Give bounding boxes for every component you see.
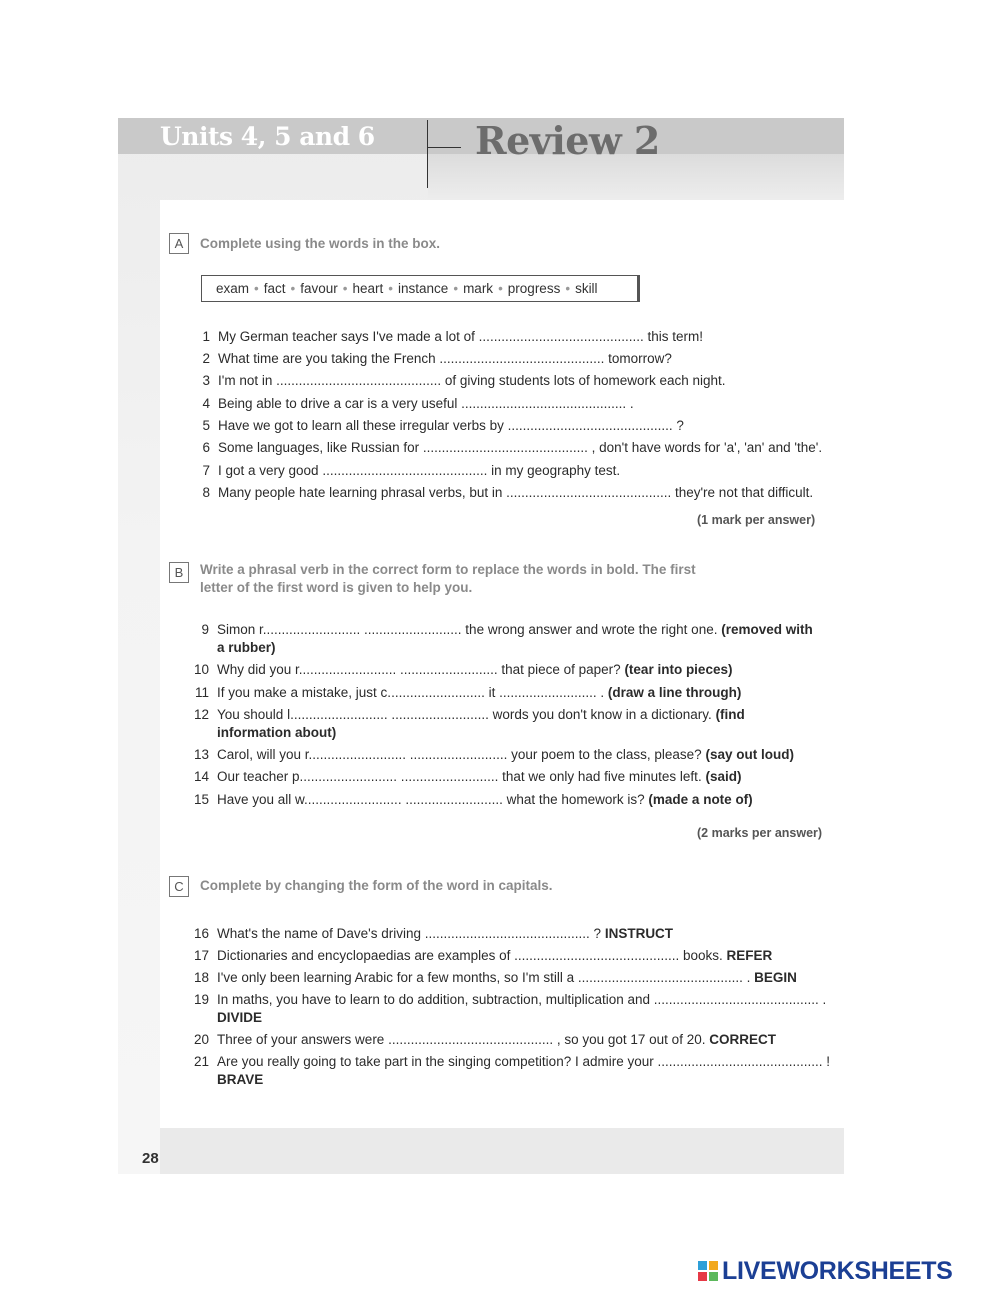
question-20 xyxy=(186,1031,776,1049)
question-number: 10 xyxy=(193,662,209,677)
word-box-item: fact xyxy=(263,281,286,296)
question-number: 19 xyxy=(193,992,209,1007)
question-5 xyxy=(192,417,684,435)
question-number: 8 xyxy=(202,485,210,500)
question-number: 1 xyxy=(202,329,210,344)
question-text: Carol, will you r.......................... .......................... your poem to the class, please? xyxy=(217,747,702,762)
section-a-label: A xyxy=(169,233,189,254)
question-number: 13 xyxy=(193,747,209,762)
question-text: Why did you r.......................... .......................... that piece of paper? xyxy=(217,662,621,677)
question-cue: BRAVE xyxy=(217,1072,264,1087)
word-box-item: favour xyxy=(300,281,338,296)
question-18 xyxy=(186,969,797,987)
question-text: I got a very good ............................................ in my geography test. xyxy=(218,463,621,478)
question-cue: (tear into pieces) xyxy=(624,662,733,677)
word-box-item: progress xyxy=(507,281,561,296)
section-b-instruction-line2: letter of the first word is given to help you. xyxy=(200,580,473,595)
question-15 xyxy=(186,791,753,809)
question-number: 6 xyxy=(202,440,210,455)
question-number: 12 xyxy=(193,707,209,722)
question-number: 11 xyxy=(194,685,209,700)
word-box xyxy=(201,275,640,302)
question-text: Simon r.......................... .......................... the wrong answer and wrote the right one. xyxy=(217,622,718,637)
section-a-marks: (1 mark per answer) xyxy=(697,513,816,527)
question-16 xyxy=(186,925,673,943)
logo-text: LIVEWORKSHEETS xyxy=(722,1256,953,1285)
liveworksheets-logo xyxy=(698,1258,953,1284)
question-10 xyxy=(186,661,732,679)
question-text: Dictionaries and encyclopaedias are examples of ............................................ books. xyxy=(217,948,723,963)
word-separator: • xyxy=(254,281,259,296)
question-number: 14 xyxy=(193,769,209,784)
question-text: What time are you taking the French ............................................ tomorrow? xyxy=(218,351,672,366)
section-a-instruction: Complete using the words in the box. xyxy=(200,236,441,251)
section-c-instruction: Complete by changing the form of the word in capitals. xyxy=(200,878,553,893)
question-number: 7 xyxy=(202,463,210,478)
question-text: I'm not in ............................................ of giving students lots of homework each night. xyxy=(218,373,726,388)
word-separator: • xyxy=(565,281,571,296)
question-text: You should l.......................... .......................... words you don't know in a dictionary. xyxy=(217,707,712,722)
question-cue: (made a note of) xyxy=(648,792,753,807)
question-1 xyxy=(192,328,703,346)
question-19 xyxy=(186,991,826,1009)
question-17 xyxy=(186,947,772,965)
title-divider xyxy=(427,120,428,188)
word-box-item: heart xyxy=(352,281,384,296)
question-text: I've only been learning Arabic for a few months, so I'm still a ............................................ . xyxy=(217,970,751,985)
question-9 xyxy=(186,621,813,639)
title-divider-tick xyxy=(427,147,461,148)
question-6 xyxy=(192,439,822,457)
question-8 xyxy=(192,484,813,502)
question-text: Being able to drive a car is a very useful ............................................ . xyxy=(218,396,634,411)
word-box-item: mark xyxy=(463,281,494,296)
question-text: In maths, you have to learn to do addition, subtraction, multiplication and ............................................ . xyxy=(217,992,827,1007)
word-box-item: skill xyxy=(575,281,598,296)
question-number: 9 xyxy=(201,622,209,637)
section-c-label: C xyxy=(169,876,189,897)
question-text: What's the name of Dave's driving ............................................ ? xyxy=(217,926,602,941)
question-text: Three of your answers were ............................................ , so you got 17 out of 20. xyxy=(217,1032,706,1047)
question-cue: (draw a line through) xyxy=(607,685,742,700)
question-12 xyxy=(186,706,745,724)
question-number: 17 xyxy=(193,948,209,963)
question-number: 18 xyxy=(193,970,209,985)
word-separator: • xyxy=(290,281,296,296)
question-text: Are you really going to take part in the singing competition? I admire your ............................................ ! xyxy=(217,1054,831,1069)
page-number: 28 xyxy=(142,1150,159,1167)
question-text: Have you all w.......................... .......................... what the homework is? xyxy=(217,792,645,807)
word-separator: • xyxy=(498,281,503,296)
question-number: 21 xyxy=(193,1054,209,1069)
word-box-item: instance xyxy=(398,281,449,296)
word-separator: • xyxy=(453,281,459,296)
question-cue: (said) xyxy=(705,769,742,784)
word-separator: • xyxy=(342,281,348,296)
question-text: Many people hate learning phrasal verbs, but in ............................................ they're not that difficult. xyxy=(218,485,814,500)
question-cue: BEGIN xyxy=(754,970,797,985)
footer-band xyxy=(160,1128,844,1174)
section-b-marks: (2 marks per answer) xyxy=(697,826,823,840)
section-b-label: B xyxy=(169,562,189,583)
question-11 xyxy=(186,684,741,702)
question-number: 20 xyxy=(193,1032,209,1047)
section-b-instruction-line1: Write a phrasal verb in the correct form to replace the words in bold. The first xyxy=(200,562,696,577)
question-text: If you make a mistake, just c.......................... it .......................... . xyxy=(217,685,605,700)
question-number: 15 xyxy=(193,792,209,807)
question-14 xyxy=(186,768,741,786)
question-text: Have we got to learn all these irregular verbs by ............................................ ? xyxy=(218,418,684,433)
question-cue: (find xyxy=(715,707,745,722)
question-2 xyxy=(192,350,672,368)
question-text: Some languages, like Russian for ............................................ , don't have words for 'a', 'an' and 'the'. xyxy=(218,440,823,455)
question-3 xyxy=(192,372,726,390)
question-cue-continued: information about) xyxy=(217,725,337,740)
question-number: 5 xyxy=(202,418,210,433)
question-number: 16 xyxy=(193,926,209,941)
question-13 xyxy=(186,746,794,764)
question-cue: REFER xyxy=(726,948,773,963)
question-7 xyxy=(192,462,620,480)
question-cue: DIVIDE xyxy=(217,1010,263,1025)
question-cue: INSTRUCT xyxy=(604,926,674,941)
question-cue-continued: a rubber) xyxy=(217,640,276,655)
question-4 xyxy=(192,395,634,413)
word-separator: • xyxy=(388,281,394,296)
question-number: 4 xyxy=(202,396,210,411)
question-text: Our teacher p.......................... .......................... that we only had five minutes left. xyxy=(217,769,702,784)
question-cue: (say out loud) xyxy=(705,747,794,762)
question-number: 3 xyxy=(202,373,210,388)
word-box-item: exam xyxy=(216,281,250,296)
units-title: Units 4, 5 and 6 xyxy=(160,122,375,151)
question-number: 2 xyxy=(202,351,210,366)
question-text: My German teacher says I've made a lot of ............................................ this term! xyxy=(218,329,703,344)
question-cue: CORRECT xyxy=(709,1032,776,1047)
question-21 xyxy=(186,1053,830,1071)
logo-squares-icon xyxy=(698,1261,718,1281)
question-cue: (removed with xyxy=(721,622,813,637)
review-title: Review 2 xyxy=(475,118,660,163)
